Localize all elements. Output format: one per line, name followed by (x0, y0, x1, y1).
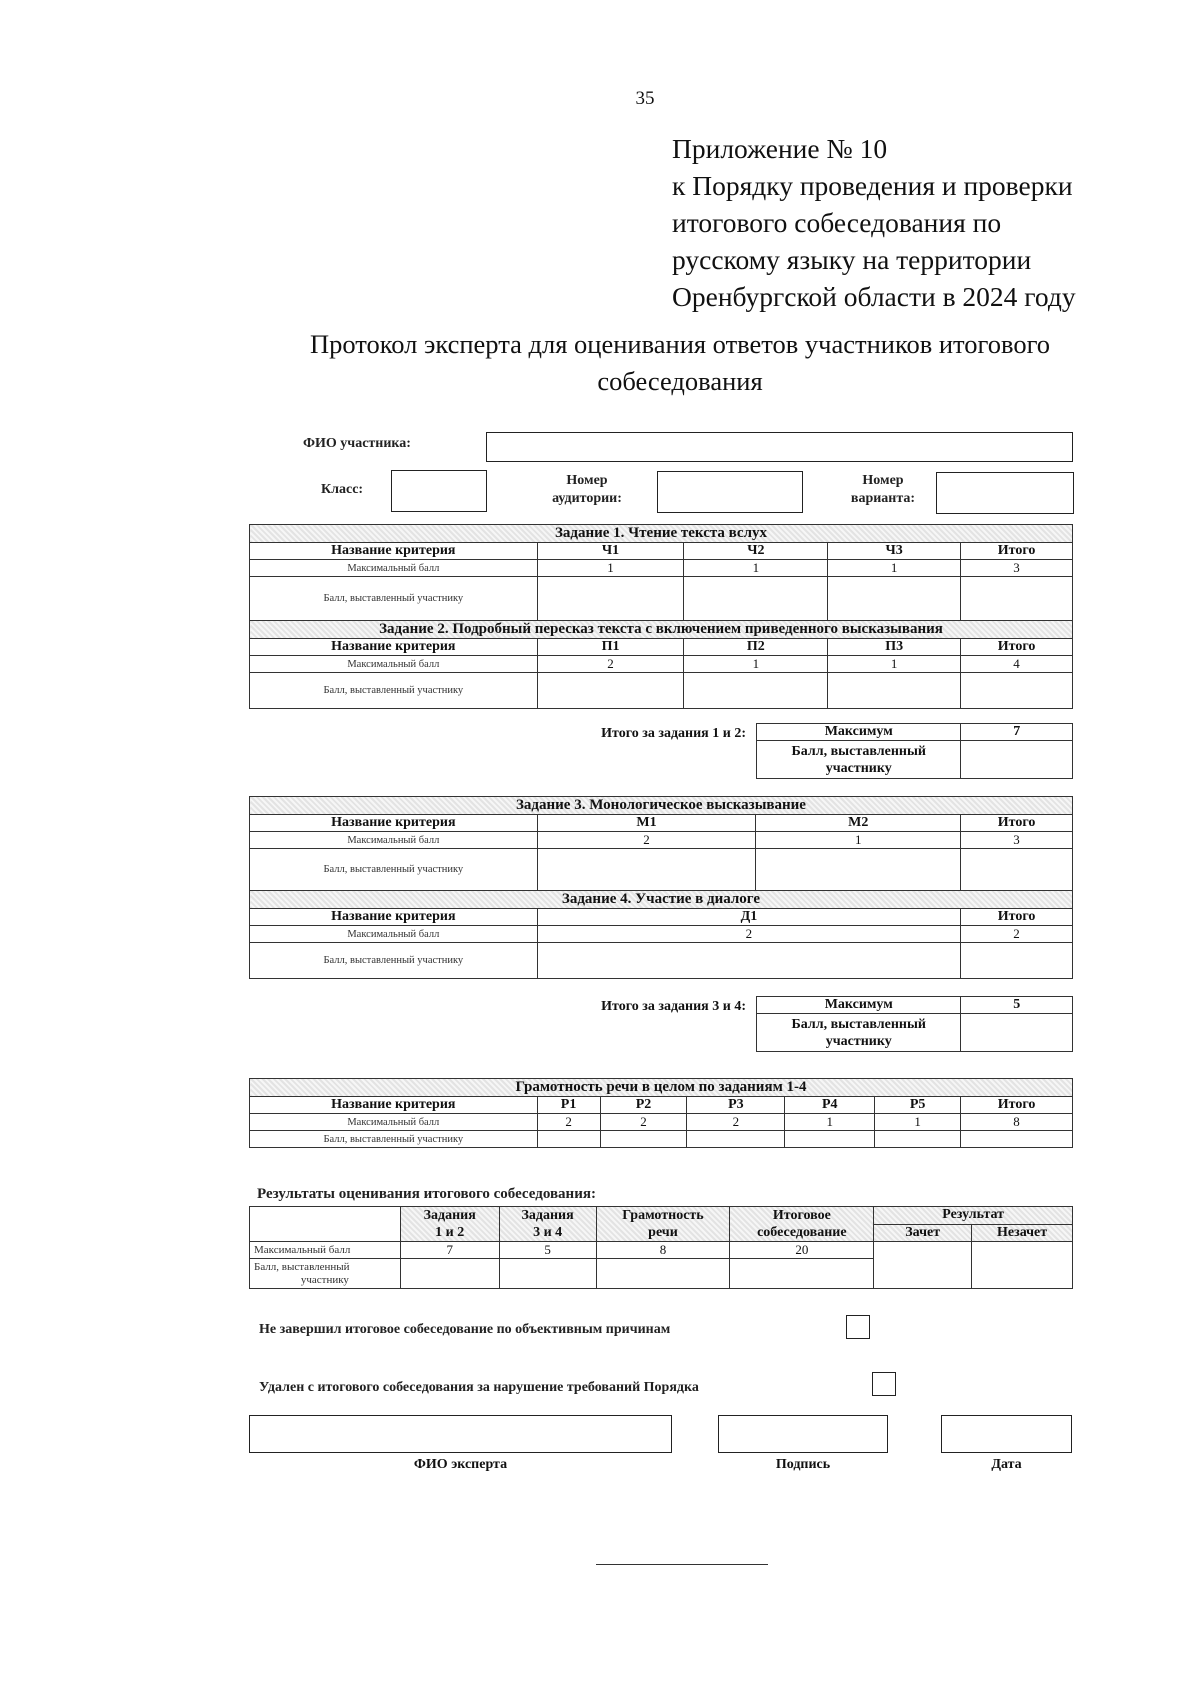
score-label: Балл, выставленный участнику (757, 1014, 961, 1052)
total-label: Итого (961, 815, 1073, 832)
criterion-name-label: Название критерия (250, 1097, 538, 1114)
participant-score-label: Балл, выставленный участнику (250, 577, 538, 621)
score-cell[interactable] (756, 849, 961, 891)
total-max-value: 4 (961, 656, 1073, 673)
criterion-code: Р4 (785, 1097, 875, 1114)
score-label: Балл, выставленный участнику (757, 741, 961, 779)
result-pass-label: Зачет (874, 1224, 972, 1242)
appendix-line: Оренбургской области в 2024 году (672, 281, 1076, 312)
document-title (180, 326, 1180, 400)
max-score-value: 1 (785, 1114, 875, 1131)
result-fail-cell[interactable] (972, 1242, 1073, 1289)
participant-score-label: Балл, выставленный участнику (250, 673, 538, 709)
room-field[interactable] (657, 471, 803, 513)
sum-3-4-label: Итого за задания 3 и 4: (601, 999, 746, 1014)
maximum-value: 7 (961, 724, 1073, 741)
appendix-line: русскому языку на территории (672, 244, 1032, 275)
signature-caption: Подпись (775, 1457, 831, 1472)
criterion-name-label: Название критерия (250, 815, 538, 832)
score-cell[interactable] (537, 943, 960, 979)
score-cell[interactable] (684, 577, 828, 621)
max-score-value: 1 (684, 560, 828, 577)
max-score-value: 2 (537, 926, 960, 943)
max-score-value: 1 (537, 560, 684, 577)
score-cell[interactable] (875, 1131, 961, 1148)
result-fail-label: Незачет (972, 1224, 1073, 1242)
variant-label: Номер варианта: (850, 473, 916, 506)
total-label: Итого (961, 543, 1073, 560)
score-cell[interactable] (961, 741, 1073, 779)
results-corner (250, 1207, 401, 1242)
total-max-value: 2 (961, 926, 1073, 943)
score-cell[interactable] (684, 673, 828, 709)
max-score-value: 1 (828, 560, 961, 577)
expert-name-field[interactable] (249, 1415, 672, 1453)
sum-1-2-label: Итого за задания 1 и 2: (601, 726, 746, 741)
class-field[interactable] (391, 470, 487, 512)
score-cell[interactable] (961, 849, 1073, 891)
task2-title: Задание 2. Подробный пересказ текста с включением приведенного высказывания (250, 621, 1073, 639)
result-pass-cell[interactable] (874, 1242, 972, 1289)
criterion-code: Р1 (537, 1097, 600, 1114)
criterion-code: Ч1 (537, 543, 684, 560)
score-cell[interactable] (596, 1259, 730, 1289)
max-score-value: 2 (537, 1114, 600, 1131)
criterion-code: Ч3 (828, 543, 961, 560)
results-max-label: Максимальный балл (250, 1242, 401, 1259)
max-score-value: 2 (600, 1114, 687, 1131)
max-score-value: 1 (684, 656, 828, 673)
task4-title: Задание 4. Участие в диалоге (250, 891, 1073, 909)
results-col-tasks-1-2: Задания 1 и 2 (400, 1207, 499, 1242)
title-line: собеседования (597, 366, 763, 396)
appendix-block (672, 130, 1076, 315)
criterion-code: Д1 (537, 909, 960, 926)
max-score-label: Максимальный балл (250, 1114, 538, 1131)
removed-checkbox[interactable] (872, 1372, 896, 1396)
criterion-code: Ч2 (684, 543, 828, 560)
results-col-final: Итоговое собеседование (730, 1207, 874, 1242)
criterion-code: Р5 (875, 1097, 961, 1114)
date-field[interactable] (941, 1415, 1072, 1453)
expert-name-caption: ФИО эксперта (413, 1457, 508, 1472)
appendix-line: итогового собеседования по (672, 207, 1002, 238)
task1-title: Задание 1. Чтение текста вслух (250, 525, 1073, 543)
literacy-title: Грамотность речи в целом по заданиям 1-4 (250, 1079, 1073, 1097)
max-score-value: 2 (537, 832, 756, 849)
max-score-value: 1 (828, 656, 961, 673)
score-cell[interactable] (499, 1259, 596, 1289)
participant-score-label: Балл, выставленный участнику (250, 1131, 538, 1148)
total-max-value: 8 (961, 1114, 1073, 1131)
participant-score-label: Балл, выставленный участнику (250, 849, 538, 891)
maximum-label: Максимум (757, 997, 961, 1014)
room-label: Номер аудитории: (552, 473, 622, 506)
total-label: Итого (961, 909, 1073, 926)
criterion-code: П1 (537, 639, 684, 656)
criterion-name-label: Название критерия (250, 543, 538, 560)
max-score-value: 2 (687, 1114, 785, 1131)
max-score-value: 1 (756, 832, 961, 849)
criterion-code: М1 (537, 815, 756, 832)
results-table (249, 1206, 1073, 1289)
criterion-name-label: Название критерия (250, 909, 538, 926)
date-caption: Дата (991, 1457, 1022, 1472)
sum-3-4-table (756, 996, 1073, 1052)
score-cell[interactable] (961, 1014, 1073, 1052)
score-cell[interactable] (687, 1131, 785, 1148)
score-cell[interactable] (961, 577, 1073, 621)
appendix-line: к Порядку проведения и проверки (672, 170, 1073, 201)
not-completed-checkbox[interactable] (846, 1315, 870, 1339)
results-max-value: 20 (730, 1242, 874, 1259)
max-score-label: Максимальный балл (250, 656, 538, 673)
results-max-value: 7 (400, 1242, 499, 1259)
criterion-code: П2 (684, 639, 828, 656)
max-score-label: Максимальный балл (250, 926, 538, 943)
criterion-code: П3 (828, 639, 961, 656)
results-col-literacy: Грамотность речи (596, 1207, 730, 1242)
criterion-code: М2 (756, 815, 961, 832)
score-cell[interactable] (600, 1131, 687, 1148)
score-cell[interactable] (961, 943, 1073, 979)
max-score-value: 1 (875, 1114, 961, 1131)
total-label: Итого (961, 639, 1073, 656)
total-max-value: 3 (961, 832, 1073, 849)
tasks-3-4-table (249, 796, 1073, 979)
total-max-value: 3 (961, 560, 1073, 577)
score-cell[interactable] (730, 1259, 874, 1289)
variant-field[interactable] (936, 472, 1074, 514)
not-completed-label: Не завершил итоговое собеседование по объективным причинам (259, 1322, 671, 1337)
page-number: 35 (635, 88, 655, 109)
score-cell[interactable] (828, 577, 961, 621)
criterion-code: Р2 (600, 1097, 687, 1114)
signature-field[interactable] (718, 1415, 888, 1453)
score-cell[interactable] (537, 849, 756, 891)
score-cell[interactable] (961, 673, 1073, 709)
criterion-code: Р3 (687, 1097, 785, 1114)
participant-name-field[interactable] (486, 432, 1073, 462)
score-cell[interactable] (400, 1259, 499, 1289)
literacy-table (249, 1078, 1073, 1148)
title-line: Протокол эксперта для оценивания ответов участников итогового (309, 329, 1051, 359)
total-label: Итого (961, 1097, 1073, 1114)
tasks-1-2-table (249, 524, 1073, 709)
participant-score-label: Балл, выставленный участнику (250, 943, 538, 979)
results-max-value: 8 (596, 1242, 730, 1259)
class-label: Класс: (321, 482, 364, 497)
removed-label: Удален с итогового собеседования за нарушение требований Порядка (259, 1380, 699, 1395)
score-cell[interactable] (537, 673, 684, 709)
results-col-tasks-3-4: Задания 3 и 4 (499, 1207, 596, 1242)
criterion-name-label: Название критерия (250, 639, 538, 656)
results-score-label: Балл, выставленный участнику (250, 1259, 401, 1289)
score-cell[interactable] (961, 1131, 1073, 1148)
score-cell[interactable] (537, 577, 684, 621)
maximum-value: 5 (961, 997, 1073, 1014)
score-cell[interactable] (785, 1131, 875, 1148)
max-score-label: Максимальный балл (250, 560, 538, 577)
score-cell[interactable] (828, 673, 961, 709)
bottom-divider (596, 1564, 768, 1565)
sum-1-2-table (756, 723, 1073, 779)
results-col-result: Результат (874, 1207, 1073, 1225)
max-score-value: 2 (537, 656, 684, 673)
results-max-value: 5 (499, 1242, 596, 1259)
maximum-label: Максимум (757, 724, 961, 741)
score-cell[interactable] (537, 1131, 600, 1148)
results-title: Результаты оценивания итогового собеседования: (257, 1186, 596, 1202)
max-score-label: Максимальный балл (250, 832, 538, 849)
appendix-line: Приложение № 10 (672, 133, 888, 164)
participant-name-label: ФИО участника: (303, 436, 411, 451)
task3-title: Задание 3. Монологическое высказывание (250, 797, 1073, 815)
